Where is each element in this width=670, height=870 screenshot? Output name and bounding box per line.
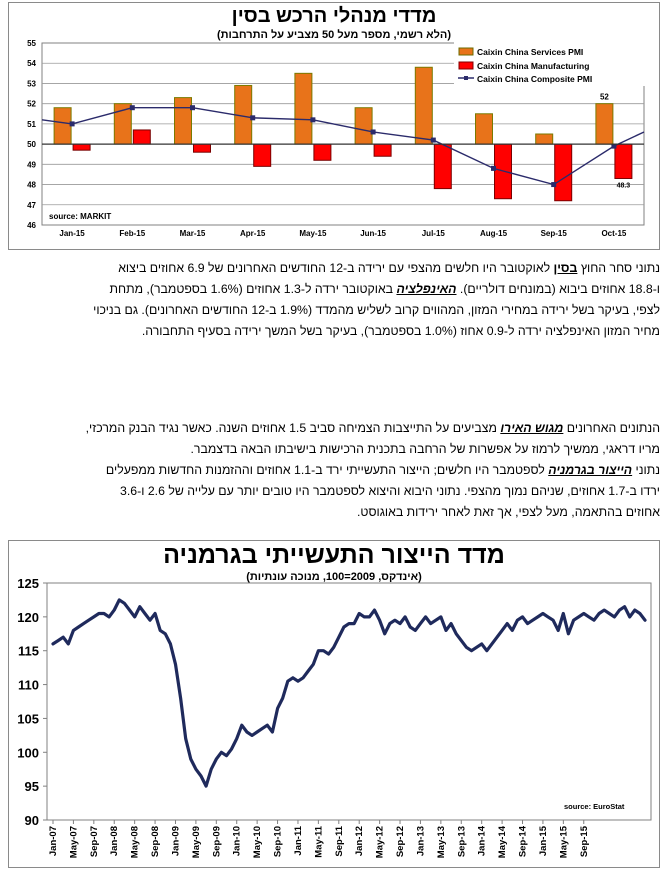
germany-x-tick-label: Jan-11 xyxy=(292,826,304,856)
para2-line3: נתוני הייצור בגרמניה לספטמבר היו חלשים; הייצור התעשייתי ירד ב-1.1 אחוזים וההזמנות החדשות ממפעלים xyxy=(105,463,660,477)
manufacturing-data-label: 48.3 xyxy=(616,182,631,190)
china-y-tick-label: 50 xyxy=(27,140,36,150)
manufacturing-bar xyxy=(555,144,572,201)
composite-marker xyxy=(371,129,376,134)
germany-x-tick-label: Sep-15 xyxy=(578,826,590,858)
china-y-tick-label: 47 xyxy=(27,200,36,210)
manufacturing-bar xyxy=(374,144,391,156)
germany-x-tick-label: May-07 xyxy=(68,826,80,859)
germany-x-tick-label: May-11 xyxy=(313,826,325,858)
legend-label-composite: Caixin China Composite PMI xyxy=(477,74,593,84)
germany-x-tick-label: Jan-08 xyxy=(109,826,121,857)
china-x-tick-label: Oct-15 xyxy=(601,229,627,238)
germany-x-tick-label: Sep-11 xyxy=(333,826,345,857)
manufacturing-bar xyxy=(615,144,632,178)
para2-line1: הנתונים האחרונים מגוש האירו מצביעים על התייצבות הצמיחה סביב 1.5 אחוזים השנה. כאשר נגיד הבנק המרכזי, xyxy=(85,421,660,435)
china-y-tick-label: 55 xyxy=(27,39,36,48)
para1-line2: ו-18.8 אחוזים ביבוא (במונחים דולריים). האינפלציה באוקטובר ירדה ל-1.3 אחוזים (1.6% בספטמבר), מתחת xyxy=(109,282,660,296)
composite-marker xyxy=(130,105,135,110)
inflation-highlight: האינפלציה xyxy=(396,282,457,296)
para1-line1: נתוני סחר החוץ בסין לאוקטובר היו חלשים מהצפי עם ירידה ב-12 החודשים האחרונים של 6.9 אחוזים ביצוא xyxy=(118,261,660,275)
germany-y-tick-label: 105 xyxy=(17,711,39,727)
china-y-tick-label: 52 xyxy=(27,99,36,109)
china-y-tick-label: 48 xyxy=(27,180,36,190)
china-y-tick-label: 51 xyxy=(27,119,36,129)
manufacturing-bar xyxy=(73,144,90,150)
germany-x-tick-label: Sep-10 xyxy=(272,826,284,858)
china-x-tick-label: Sep-15 xyxy=(540,229,567,238)
germany-x-tick-label: May-09 xyxy=(190,826,202,859)
legend-swatch-manufacturing xyxy=(459,62,473,69)
germany-x-tick-label: Jan-10 xyxy=(231,826,243,857)
germany-x-tick-label: Jan-07 xyxy=(48,826,59,857)
china-y-tick-label: 46 xyxy=(27,221,36,230)
china-x-tick-label: Jan-15 xyxy=(59,229,85,238)
germany-chart-title: מדד הייצור התעשייתי בגרמניה xyxy=(163,541,505,569)
china-x-tick-label: Aug-15 xyxy=(479,229,508,238)
germany-y-tick-label: 95 xyxy=(24,779,39,795)
germany-y-tick-label: 110 xyxy=(18,677,39,693)
composite-marker xyxy=(431,138,436,143)
china-commentary-paragraph xyxy=(10,258,660,342)
germany-x-tick-label: Sep-13 xyxy=(456,826,468,858)
para2-line2: מריו דראגי, ממשיך לרמוז על אפשרות של הרחבה בתכנית הרכישות בישיבתו הבאה בדצמבר. xyxy=(190,442,660,456)
china-x-tick-label: Mar-15 xyxy=(179,229,206,238)
china-x-tick-label: Feb-15 xyxy=(119,229,146,238)
services-bar xyxy=(54,108,71,144)
germany-x-tick-label: Sep-08 xyxy=(150,826,162,858)
germany-x-tick-label: Jan-15 xyxy=(537,826,549,857)
germany-x-tick-label: Jan-09 xyxy=(170,826,182,857)
services-bar xyxy=(295,73,312,144)
china-y-tick-label: 49 xyxy=(27,160,36,170)
manufacturing-bar xyxy=(194,144,211,152)
germany-y-tick-label: 120 xyxy=(17,609,39,625)
services-bar xyxy=(175,98,192,145)
para1-line3: לצפי, בעיקר בשל ירידה במחירי המזון, המהווים קרוב לשליש מהמדד (1.9% ב-12 החודשים האחרונים). גם בניכוי xyxy=(93,303,660,317)
services-data-label: 52 xyxy=(599,92,609,102)
china-x-tick-label: May-15 xyxy=(299,229,327,238)
china-highlight: בסין xyxy=(553,261,578,275)
germany-x-tick-label: Jan-12 xyxy=(354,826,366,857)
china-chart-plot xyxy=(9,3,661,251)
legend-marker-composite xyxy=(464,76,468,80)
legend-label-services: Caixin China Services PMI xyxy=(477,47,584,57)
services-bar xyxy=(476,114,493,144)
manufacturing-bar xyxy=(314,144,331,160)
germany-production-highlight: הייצור בגרמניה xyxy=(548,463,633,477)
germany-y-tick-label: 125 xyxy=(17,576,39,591)
eurozone-highlight: מגוש האירו xyxy=(500,421,564,435)
legend-label-manufacturing: Caixin China Manufacturing xyxy=(477,61,590,71)
composite-marker xyxy=(551,182,556,187)
germany-y-tick-label: 90 xyxy=(24,813,39,828)
china-y-tick-label: 53 xyxy=(27,79,36,89)
services-bar xyxy=(536,134,553,144)
germany-y-tick-label: 100 xyxy=(17,745,39,761)
germany-x-tick-label: Sep-14 xyxy=(517,826,529,858)
composite-marker xyxy=(250,115,255,120)
germany-x-tick-label: Jan-14 xyxy=(476,826,488,857)
manufacturing-bar xyxy=(133,130,150,144)
germany-y-tick-label: 115 xyxy=(18,643,39,659)
china-x-tick-label: Jul-15 xyxy=(421,229,445,238)
china-y-tick-label: 54 xyxy=(27,59,36,69)
manufacturing-bar xyxy=(434,144,451,188)
china-pmi-chart xyxy=(8,2,660,250)
services-bar xyxy=(355,108,372,144)
germany-chart-plot xyxy=(9,541,661,869)
legend-swatch-services xyxy=(459,48,473,55)
germany-x-tick-label: May-14 xyxy=(497,826,509,859)
europe-commentary-paragraph xyxy=(10,418,660,523)
germany-x-tick-label: Jan-13 xyxy=(415,826,427,857)
para2-line4: ירדו ב-1.7 אחוזים, שניהם נמוך מהצפי. נתוני היבוא והיצוא לספטמבר היו טובים יותר עם עלייה של 2.6 ו-3.6 xyxy=(120,484,660,498)
china-x-tick-label: Jun-15 xyxy=(360,229,386,238)
germany-chart-subtitle: (אינדקס, 2009=100, מנוכה עונתיות) xyxy=(246,571,422,583)
germany-x-tick-label: Sep-09 xyxy=(211,826,223,858)
para2-line5: אחוזים בהתאמה, מעל לצפי, אך זאת לאחר ירידות באוגוסט. xyxy=(357,505,660,519)
germany-x-tick-label: May-15 xyxy=(558,826,570,859)
germany-x-tick-label: May-10 xyxy=(252,826,264,859)
germany-x-tick-label: May-08 xyxy=(129,826,141,859)
china-chart-title: מדדי מנהלי הרכש בסין xyxy=(231,5,437,27)
composite-marker xyxy=(190,105,195,110)
china-chart-subtitle: (הלא רשמי, מספר מעל 50 מצביע על התרחבות) xyxy=(216,29,452,41)
china-chart-source: source: MARKIT xyxy=(49,212,112,221)
germany-x-tick-label: May-12 xyxy=(374,826,386,859)
para1-line4: מחיר המזון האינפלציה ירדה ל-0.9 אחוז (1.0% בספטמבר), בעיקר בשל המשך ירידה בסעיף התחבורה. xyxy=(141,324,660,338)
germany-x-tick-label: May-13 xyxy=(435,826,447,859)
manufacturing-bar xyxy=(254,144,271,166)
germany-x-tick-label: Sep-12 xyxy=(395,826,407,858)
china-x-tick-label: Apr-15 xyxy=(240,229,266,238)
composite-marker xyxy=(491,166,496,171)
germany-chart-source: source: EuroStat xyxy=(564,802,625,811)
germany-x-tick-label: Sep-07 xyxy=(88,826,100,858)
composite-marker xyxy=(70,121,75,126)
services-bar xyxy=(596,104,613,144)
germany-industrial-production-chart xyxy=(8,540,660,868)
composite-marker xyxy=(310,117,315,122)
services-bar xyxy=(415,67,432,144)
